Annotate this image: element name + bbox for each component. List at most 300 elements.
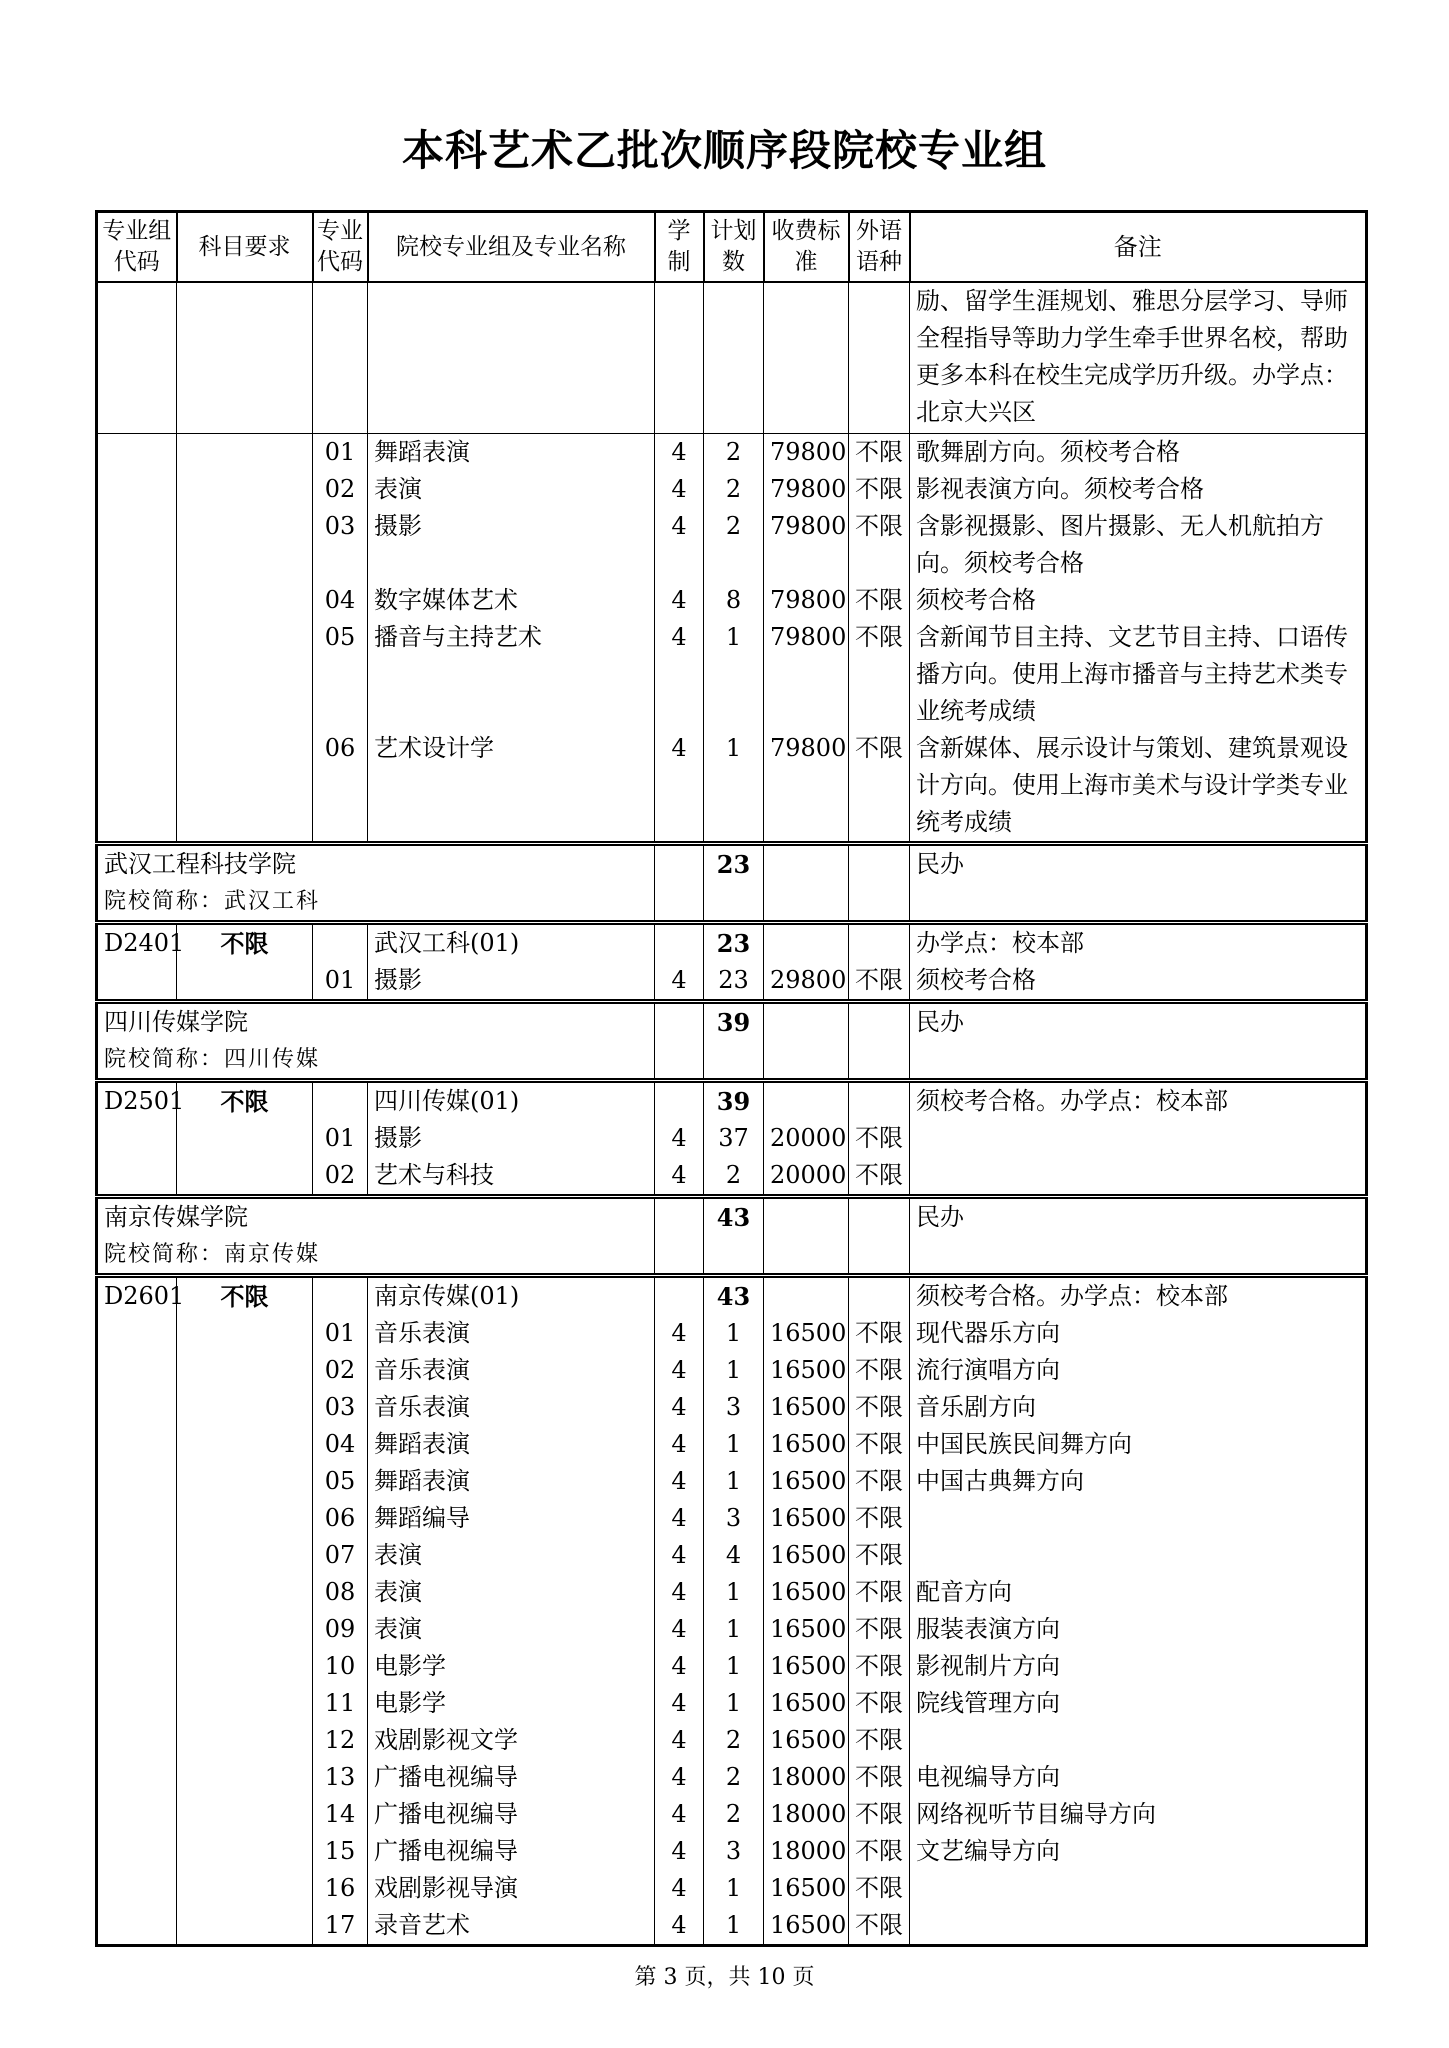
major-fee: 16500: [764, 1500, 849, 1537]
major-plan: 1: [704, 1352, 764, 1389]
major-plan: 8: [704, 582, 764, 619]
school-row: [97, 844, 1367, 923]
subject-cell: [177, 962, 313, 1002]
group-row: [97, 923, 1367, 963]
major-lang: 不限: [849, 962, 910, 1002]
major-name: 录音艺术: [368, 1907, 655, 1946]
major-note: 歌舞剧方向。须校考合格: [910, 434, 1367, 472]
major-years: 4: [655, 730, 704, 841]
group-code: D2501: [97, 1081, 177, 1121]
major-row: [97, 1759, 1367, 1796]
subject-cell: [177, 1722, 313, 1759]
group-note: 须校考合格。办学点：校本部: [910, 1276, 1367, 1316]
major-code: 03: [313, 1389, 368, 1426]
subject-cell: [177, 1796, 313, 1833]
school-name: 武汉工程科技学院: [104, 850, 296, 878]
major-note: 音乐剧方向: [910, 1389, 1367, 1426]
major-row: [97, 1722, 1367, 1759]
major-row: [97, 1907, 1367, 1946]
major-years: 4: [655, 1352, 704, 1389]
school-plan: 23: [704, 844, 764, 923]
major-note: 中国民族民间舞方向: [910, 1426, 1367, 1463]
major-plan: 1: [704, 1574, 764, 1611]
major-code: 16: [313, 1870, 368, 1907]
group-note: 办学点：校本部: [910, 923, 1367, 963]
major-row: [97, 962, 1367, 1002]
major-lang: 不限: [849, 1833, 910, 1870]
subject-cell: [177, 1685, 313, 1722]
empty-cell: [704, 282, 764, 434]
major-plan: 1: [704, 730, 764, 841]
group-code-cell: [97, 962, 177, 1002]
group-code-cell: [97, 1537, 177, 1574]
major-lang: 不限: [849, 1722, 910, 1759]
major-lang: 不限: [849, 1796, 910, 1833]
empty-cell: [655, 923, 704, 963]
major-name: 广播电视编导: [368, 1796, 655, 1833]
school-name-cell: [97, 1002, 655, 1081]
major-name: 戏剧影视文学: [368, 1722, 655, 1759]
major-code: 17: [313, 1907, 368, 1946]
major-plan: 1: [704, 1685, 764, 1722]
major-code: 05: [313, 1463, 368, 1500]
major-code: 13: [313, 1759, 368, 1796]
major-years: 4: [655, 1648, 704, 1685]
major-code: 10: [313, 1648, 368, 1685]
major-name: 舞蹈编导: [368, 1500, 655, 1537]
major-lang: 不限: [849, 730, 910, 841]
major-note: 含新媒体、展示设计与策划、建筑景观设计方向。使用上海市美术与设计学类专业统考成绩: [910, 730, 1367, 841]
major-plan: 23: [704, 962, 764, 1002]
group-code-cell: [97, 582, 177, 619]
group-code: D2601: [97, 1276, 177, 1316]
group-code-cell: [97, 1463, 177, 1500]
major-fee: 18000: [764, 1759, 849, 1796]
major-fee: 20000: [764, 1120, 849, 1157]
major-lang: 不限: [849, 1870, 910, 1907]
group-plan: 23: [704, 923, 764, 963]
major-plan: 1: [704, 1426, 764, 1463]
major-lang: 不限: [849, 508, 910, 582]
empty-cell: [313, 1081, 368, 1121]
group-code-cell: [97, 1157, 177, 1197]
empty-cell: [177, 282, 313, 434]
group-code-cell: [97, 1611, 177, 1648]
major-fee: 20000: [764, 1157, 849, 1197]
group-code-cell: [97, 1870, 177, 1907]
school-name-cell: [97, 844, 655, 923]
school-row: [97, 1197, 1367, 1276]
subject-cell: [177, 1611, 313, 1648]
major-code: 02: [313, 471, 368, 508]
empty-cell: [849, 282, 910, 434]
major-note: 含影视摄影、图片摄影、无人机航拍方向。须校考合格: [910, 508, 1367, 582]
major-code: 01: [313, 434, 368, 472]
major-row: [97, 1500, 1367, 1537]
major-code: 11: [313, 1685, 368, 1722]
major-note: 须校考合格: [910, 962, 1367, 1002]
major-note: 流行演唱方向: [910, 1352, 1367, 1389]
subject-cell: [177, 1907, 313, 1946]
empty-cell: [764, 282, 849, 434]
major-fee: 79800: [764, 471, 849, 508]
group-plan: 43: [704, 1276, 764, 1316]
major-plan: 1: [704, 1611, 764, 1648]
major-code: 04: [313, 582, 368, 619]
school-note: 民办: [910, 844, 1367, 923]
major-name: 舞蹈表演: [368, 1463, 655, 1500]
major-name: 表演: [368, 1537, 655, 1574]
major-fee: 16500: [764, 1611, 849, 1648]
major-fee: 16500: [764, 1907, 849, 1946]
group-code-cell: [97, 1796, 177, 1833]
major-note: 配音方向: [910, 1574, 1367, 1611]
subject-cell: [177, 1648, 313, 1685]
empty-cell: [764, 844, 849, 923]
major-name: 音乐表演: [368, 1315, 655, 1352]
major-code: 07: [313, 1537, 368, 1574]
major-note: 网络视听节目编导方向: [910, 1796, 1367, 1833]
group-note: 须校考合格。办学点：校本部: [910, 1081, 1367, 1121]
major-years: 4: [655, 434, 704, 472]
major-fee: 16500: [764, 1352, 849, 1389]
subject-cell: [177, 1574, 313, 1611]
major-note: [910, 1907, 1367, 1946]
major-name: 广播电视编导: [368, 1759, 655, 1796]
major-years: 4: [655, 508, 704, 582]
col-notes: 备注: [910, 212, 1367, 283]
major-fee: 79800: [764, 508, 849, 582]
major-years: 4: [655, 1537, 704, 1574]
group-code-cell: [97, 1685, 177, 1722]
major-row: [97, 1426, 1367, 1463]
major-lang: 不限: [849, 471, 910, 508]
group-subject: 不限: [177, 1081, 313, 1121]
major-lang: 不限: [849, 582, 910, 619]
major-years: 4: [655, 962, 704, 1002]
major-note: [910, 1537, 1367, 1574]
subject-cell: [177, 1120, 313, 1157]
major-row: [97, 508, 1367, 582]
major-note: [910, 1120, 1367, 1157]
empty-cell: [764, 1081, 849, 1121]
group-code-cell: [97, 730, 177, 841]
major-name: 表演: [368, 471, 655, 508]
major-years: 4: [655, 1685, 704, 1722]
subject-cell: [177, 1157, 313, 1197]
major-note: 院线管理方向: [910, 1685, 1367, 1722]
col-subject: 科目要求: [177, 212, 313, 283]
major-lang: 不限: [849, 1463, 910, 1500]
group-name: 武汉工科(01): [368, 923, 655, 963]
group-row: [97, 1081, 1367, 1121]
subject-cell: [177, 1537, 313, 1574]
empty-cell: [764, 1276, 849, 1316]
major-plan: 3: [704, 1500, 764, 1537]
major-name: 舞蹈表演: [368, 1426, 655, 1463]
major-plan: 2: [704, 471, 764, 508]
major-fee: 16500: [764, 1315, 849, 1352]
empty-cell: [655, 1081, 704, 1121]
major-plan: 2: [704, 434, 764, 472]
major-plan: 2: [704, 1796, 764, 1833]
major-row: [97, 1574, 1367, 1611]
major-plan: 2: [704, 1722, 764, 1759]
subject-cell: [177, 1463, 313, 1500]
subject-cell: [177, 471, 313, 508]
empty-cell: [849, 923, 910, 963]
major-lang: 不限: [849, 1759, 910, 1796]
major-lang: 不限: [849, 1500, 910, 1537]
major-row: [97, 1685, 1367, 1722]
empty-cell: [655, 282, 704, 434]
major-name: 戏剧影视导演: [368, 1870, 655, 1907]
col-lang: 外语语种: [849, 212, 910, 283]
major-code: 06: [313, 730, 368, 841]
major-plan: 3: [704, 1389, 764, 1426]
school-abbr: 院校简称：四川传媒: [104, 1047, 321, 1072]
major-fee: 16500: [764, 1685, 849, 1722]
major-code: 04: [313, 1426, 368, 1463]
major-row: [97, 730, 1367, 841]
school-name: 四川传媒学院: [104, 1008, 248, 1036]
subject-cell: [177, 508, 313, 582]
group-code-cell: [97, 1907, 177, 1946]
empty-cell: [655, 1276, 704, 1316]
col-years: 学制: [655, 212, 704, 283]
group-code-cell: [97, 1500, 177, 1537]
major-years: 4: [655, 1759, 704, 1796]
major-name: 广播电视编导: [368, 1833, 655, 1870]
major-code: 12: [313, 1722, 368, 1759]
major-note: 须校考合格: [910, 582, 1367, 619]
col-major-code: 专业代码: [313, 212, 368, 283]
major-row: [97, 1648, 1367, 1685]
major-row: [97, 1157, 1367, 1197]
major-lang: 不限: [849, 1907, 910, 1946]
group-subject: 不限: [177, 1276, 313, 1316]
school-note: 民办: [910, 1002, 1367, 1081]
major-fee: 79800: [764, 619, 849, 730]
major-note: 影视表演方向。须校考合格: [910, 471, 1367, 508]
major-code: 05: [313, 619, 368, 730]
major-code: 03: [313, 508, 368, 582]
group-code-cell: [97, 1833, 177, 1870]
major-name: 电影学: [368, 1685, 655, 1722]
major-note: 中国古典舞方向: [910, 1463, 1367, 1500]
major-lang: 不限: [849, 1574, 910, 1611]
major-fee: 16500: [764, 1870, 849, 1907]
group-row: [97, 1276, 1367, 1316]
group-code-cell: [97, 1120, 177, 1157]
major-name: 摄影: [368, 508, 655, 582]
major-lang: 不限: [849, 1648, 910, 1685]
major-code: 01: [313, 1120, 368, 1157]
major-fee: 18000: [764, 1833, 849, 1870]
major-row: [97, 582, 1367, 619]
major-note: 现代器乐方向: [910, 1315, 1367, 1352]
major-note: 影视制片方向: [910, 1648, 1367, 1685]
major-lang: 不限: [849, 1157, 910, 1197]
major-years: 4: [655, 471, 704, 508]
major-lang: 不限: [849, 619, 910, 730]
major-row: [97, 1833, 1367, 1870]
major-fee: 79800: [764, 434, 849, 472]
continuation-note: 励、留学生涯规划、雅思分层学习、导师全程指导等助力学生牵手世界名校，帮助更多本科在校生完成学历升级。办学点：北京大兴区: [910, 282, 1367, 434]
empty-cell: [655, 844, 704, 923]
major-plan: 1: [704, 1870, 764, 1907]
table-body: [97, 282, 1367, 1946]
major-code: 09: [313, 1611, 368, 1648]
major-years: 4: [655, 619, 704, 730]
group-name: 南京传媒(01): [368, 1276, 655, 1316]
group-code-cell: [97, 1426, 177, 1463]
major-note: [910, 1157, 1367, 1197]
major-fee: 79800: [764, 730, 849, 841]
empty-cell: [849, 844, 910, 923]
major-row: [97, 1315, 1367, 1352]
page-title: 本科艺术乙批次顺序段院校专业组: [401, 126, 1047, 175]
major-row: [97, 1796, 1367, 1833]
major-fee: 79800: [764, 582, 849, 619]
school-row: [97, 1002, 1367, 1081]
major-row: [97, 1389, 1367, 1426]
major-plan: 37: [704, 1120, 764, 1157]
col-plan: 计划数: [704, 212, 764, 283]
major-years: 4: [655, 1870, 704, 1907]
empty-cell: [849, 1081, 910, 1121]
major-years: 4: [655, 1426, 704, 1463]
major-code: 01: [313, 1315, 368, 1352]
major-note: 文艺编导方向: [910, 1833, 1367, 1870]
subject-cell: [177, 434, 313, 472]
group-code-cell: [97, 1574, 177, 1611]
major-note: [910, 1500, 1367, 1537]
major-name: 艺术设计学: [368, 730, 655, 841]
subject-cell: [177, 730, 313, 841]
group-plan: 39: [704, 1081, 764, 1121]
major-lang: 不限: [849, 1389, 910, 1426]
school-plan: 39: [704, 1002, 764, 1081]
major-years: 4: [655, 1463, 704, 1500]
major-plan: 1: [704, 1907, 764, 1946]
major-code: 15: [313, 1833, 368, 1870]
major-row: [97, 1352, 1367, 1389]
major-name: 摄影: [368, 1120, 655, 1157]
major-code: 06: [313, 1500, 368, 1537]
major-note: 电视编导方向: [910, 1759, 1367, 1796]
major-years: 4: [655, 1833, 704, 1870]
major-code: 14: [313, 1796, 368, 1833]
group-code-cell: [97, 471, 177, 508]
group-subject: 不限: [177, 923, 313, 963]
school-note: 民办: [910, 1197, 1367, 1276]
school-name-cell: [97, 1197, 655, 1276]
empty-cell: [764, 1197, 849, 1276]
empty-cell: [655, 1002, 704, 1081]
major-fee: 18000: [764, 1796, 849, 1833]
major-name: 艺术与科技: [368, 1157, 655, 1197]
major-plan: 3: [704, 1833, 764, 1870]
school-plan: 43: [704, 1197, 764, 1276]
group-name: 四川传媒(01): [368, 1081, 655, 1121]
major-note: [910, 1722, 1367, 1759]
empty-cell: [764, 1002, 849, 1081]
subject-cell: [177, 1870, 313, 1907]
enrollment-table: [95, 210, 1368, 1947]
subject-cell: [177, 582, 313, 619]
major-name: 舞蹈表演: [368, 434, 655, 472]
major-fee: 16500: [764, 1537, 849, 1574]
col-group-code: 专业组代码: [97, 212, 177, 283]
major-name: 数字媒体艺术: [368, 582, 655, 619]
major-fee: 16500: [764, 1722, 849, 1759]
major-plan: 1: [704, 1315, 764, 1352]
major-code: 08: [313, 1574, 368, 1611]
empty-cell: [849, 1002, 910, 1081]
group-code-cell: [97, 1759, 177, 1796]
major-lang: 不限: [849, 1685, 910, 1722]
empty-cell: [368, 282, 655, 434]
empty-cell: [313, 282, 368, 434]
subject-cell: [177, 619, 313, 730]
empty-cell: [849, 1197, 910, 1276]
subject-cell: [177, 1315, 313, 1352]
major-row: [97, 619, 1367, 730]
major-row: [97, 1120, 1367, 1157]
major-fee: 16500: [764, 1574, 849, 1611]
major-plan: 1: [704, 1463, 764, 1500]
major-name: 表演: [368, 1574, 655, 1611]
header-row: [97, 212, 1367, 283]
group-code-cell: [97, 1389, 177, 1426]
group-code-cell: [97, 1648, 177, 1685]
subject-cell: [177, 1759, 313, 1796]
major-note: [910, 1870, 1367, 1907]
major-years: 4: [655, 1120, 704, 1157]
major-years: 4: [655, 1315, 704, 1352]
major-name: 音乐表演: [368, 1352, 655, 1389]
major-row: [97, 1611, 1367, 1648]
group-code-cell: [97, 434, 177, 472]
major-years: 4: [655, 1574, 704, 1611]
empty-cell: [97, 282, 177, 434]
major-plan: 1: [704, 1648, 764, 1685]
major-years: 4: [655, 1796, 704, 1833]
major-row: [97, 1463, 1367, 1500]
group-code-cell: [97, 1352, 177, 1389]
major-lang: 不限: [849, 1315, 910, 1352]
school-name: 南京传媒学院: [104, 1203, 248, 1231]
major-name: 播音与主持艺术: [368, 619, 655, 730]
major-fee: 16500: [764, 1463, 849, 1500]
empty-cell: [313, 1276, 368, 1316]
subject-cell: [177, 1833, 313, 1870]
major-lang: 不限: [849, 434, 910, 472]
major-row: [97, 434, 1367, 472]
major-lang: 不限: [849, 1611, 910, 1648]
major-plan: 1: [704, 619, 764, 730]
major-lang: 不限: [849, 1537, 910, 1574]
group-code-cell: [97, 1315, 177, 1352]
group-code-cell: [97, 619, 177, 730]
school-abbr: 院校简称：武汉工科: [104, 889, 321, 914]
major-code: 02: [313, 1352, 368, 1389]
major-plan: 2: [704, 508, 764, 582]
major-lang: 不限: [849, 1120, 910, 1157]
major-note: 服装表演方向: [910, 1611, 1367, 1648]
col-name: 院校专业组及专业名称: [368, 212, 655, 283]
